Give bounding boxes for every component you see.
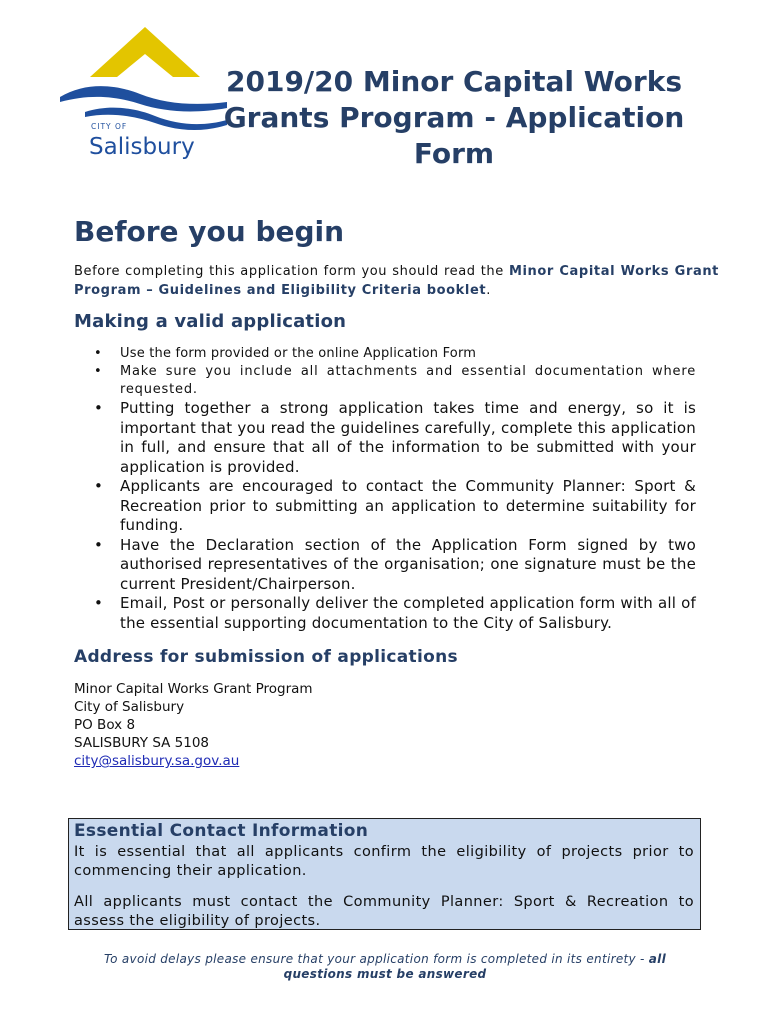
before-you-begin-heading: Before you begin xyxy=(74,215,345,248)
submission-address xyxy=(74,680,313,770)
city-of-salisbury-logo xyxy=(55,22,230,167)
guidelines-booklet-reference: Minor Capital Works Grant Program – Guidelines and Eligibility Criteria booklet xyxy=(74,264,720,298)
logo-graphic xyxy=(55,22,230,167)
valid-application-heading: Making a valid application xyxy=(74,311,347,332)
footer-note xyxy=(80,952,690,982)
footer-note-emphasis: all questions must be answered xyxy=(283,952,666,981)
logo-city-of-text: CITY OF xyxy=(91,122,128,131)
logo-blue-wave-1 xyxy=(60,86,227,111)
page-title xyxy=(215,64,693,172)
intro-suffix: . xyxy=(486,283,491,298)
contact-paragraph-planner: All applicants must contact the Community Planner: Sport & Recreation to assess the eligibility of projects. xyxy=(74,894,694,929)
address-line-po-box: PO Box 8 xyxy=(74,717,136,733)
title-line-1: 2019/20 Minor Capital Works xyxy=(226,65,682,98)
title-line-2: Grants Program - Application xyxy=(223,101,685,134)
contact-paragraph-eligibility: It is essential that all applicants confirm the eligibility of projects prior to commencing their application. xyxy=(74,844,694,879)
logo-yellow-roof xyxy=(90,27,200,77)
address-line-suburb: SALISBURY SA 5108 xyxy=(74,735,210,751)
list-item: • Have the Declaration section of the Application Form signed by two authorised representatives of the organisation; one signature must be the current President/Chairperson. xyxy=(74,536,696,595)
logo-salisbury-text: Salisbury xyxy=(89,134,195,160)
contact-heading: Essential Contact Information xyxy=(74,821,369,841)
intro-prefix: Before completing this application form you should read the xyxy=(74,264,509,279)
list-item: • Email, Post or personally deliver the completed application form with all of the essential supporting documentation to the City of Salisbury. xyxy=(74,594,696,633)
footer-note-text: To avoid delays please ensure that your application form is completed in its entirety - xyxy=(103,952,649,966)
essential-contact-box xyxy=(68,818,701,930)
list-item: • Putting together a strong application takes time and energy, so it is important that you read the guidelines carefully, complete this application in full, and ensure that all of the information to be submitted with your application is provided. xyxy=(74,399,696,477)
title-line-3: Form xyxy=(413,137,495,170)
address-heading: Address for submission of applications xyxy=(74,647,458,667)
valid-application-list xyxy=(74,345,696,633)
list-item: • Make sure you include all attachments and essential documentation where requested. xyxy=(74,363,696,399)
list-item: • Use the form provided or the online Application Form xyxy=(74,345,696,363)
email-link[interactable]: city@salisbury.sa.gov.au xyxy=(74,753,240,769)
address-line-program: Minor Capital Works Grant Program xyxy=(74,681,313,697)
list-item: • Applicants are encouraged to contact the Community Planner: Sport & Recreation prior to submitting an application to determine suitability for funding. xyxy=(74,477,696,536)
address-line-city: City of Salisbury xyxy=(74,699,185,715)
intro-paragraph xyxy=(74,262,719,300)
